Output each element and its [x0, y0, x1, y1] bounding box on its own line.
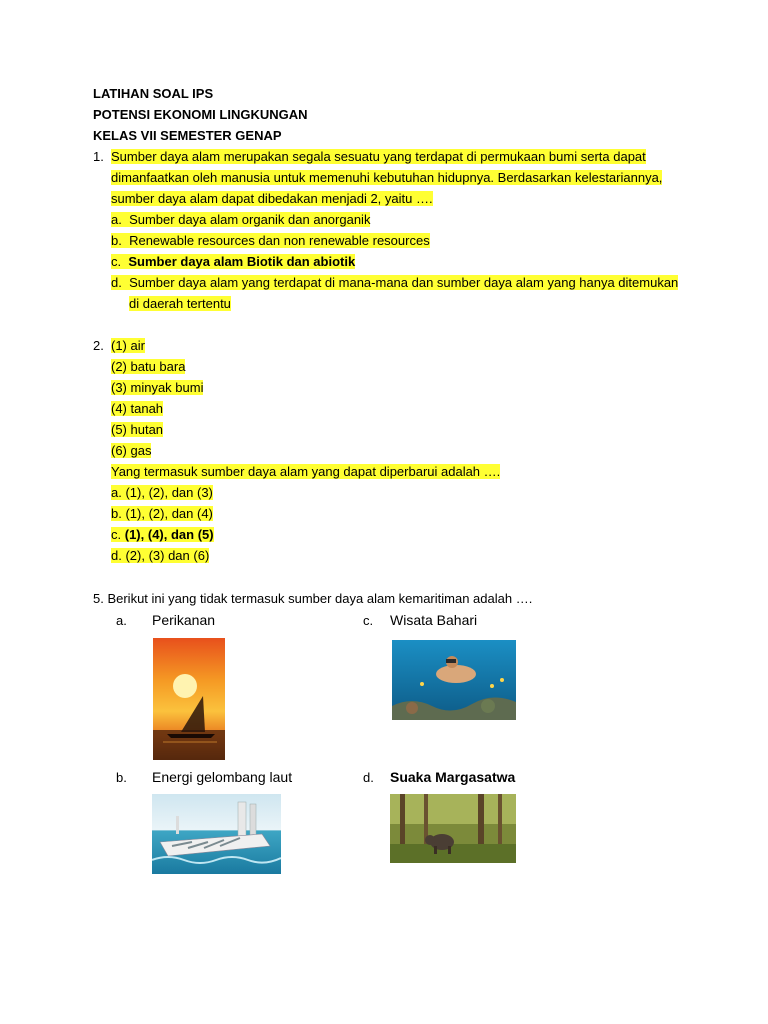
q2-number: 2. — [93, 338, 104, 353]
q2-option-a-letter: a. — [111, 485, 122, 500]
q2-option-b — [111, 506, 213, 522]
wildlife-sanctuary-image — [390, 794, 516, 863]
q2-item-2: (2) batu bara — [111, 359, 186, 374]
q1-option-b-text: Renewable resources dan non renewable resources — [129, 233, 430, 248]
q2-option-d-text: (2), (3) dan (6) — [125, 548, 210, 563]
q2-item-4: (4) tanah — [111, 401, 164, 416]
fisheries-image — [153, 638, 225, 760]
q1-option-d-text: Sumber daya alam yang terdapat di mana-mana dan sumber daya alam yang hanya ditemukan — [129, 275, 679, 290]
q5-option-a-letter: a. — [116, 613, 127, 628]
q1-option-d — [111, 275, 678, 291]
q5-option-a-label: Perikanan — [152, 612, 216, 628]
q2-option-c-letter: c. — [111, 527, 122, 542]
q2-option-c-text: (1), (4), dan (5) — [124, 527, 214, 542]
q2-option-c — [111, 527, 214, 543]
q2-item-6: (6) gas — [111, 443, 152, 458]
doc-class: KELAS VII SEMESTER GENAP — [93, 128, 282, 143]
q1-option-c-text: Sumber daya alam Biotik dan abiotik — [128, 254, 356, 269]
q1-option-b-letter: b. — [111, 233, 122, 248]
q1-option-a-text: Sumber daya alam organik dan anorganik — [129, 212, 371, 227]
q5-option-c-letter: c. — [363, 613, 374, 628]
q1-option-a-letter: a. — [111, 212, 122, 227]
q5-option-d-letter: d. — [363, 770, 374, 785]
q1-option-d-letter: d. — [111, 275, 122, 290]
q1-text-line-2: dimanfaatkan oleh manusia untuk memenuhi kebutuhan hidupnya. Berdasarkan kelestariannya, — [111, 170, 663, 185]
q1-option-d-text-2: di daerah tertentu — [129, 296, 231, 311]
q5-option-d-label: Suaka Margasatwa — [390, 769, 516, 785]
q5-option-b-letter: b. — [116, 770, 127, 785]
q2-option-a — [111, 485, 213, 501]
wave-energy-device-image — [152, 794, 281, 874]
q2-item-5: (5) hutan — [111, 422, 164, 437]
q1-text-line-3: sumber daya alam dapat dibedakan menjadi 2, yaitu …. — [111, 191, 433, 206]
q1-number: 1. — [93, 149, 104, 164]
q2-option-d — [111, 548, 209, 564]
q1-option-a — [111, 212, 370, 228]
q2-option-b-text: (1), (2), dan (4) — [125, 506, 213, 521]
q2-item-3: (3) minyak bumi — [111, 380, 204, 395]
doc-subtitle: POTENSI EKONOMI LINGKUNGAN — [93, 107, 308, 122]
rhino-forest-image — [390, 794, 516, 863]
q5-question: 5. Berikut ini yang tidak termasuk sumber daya alam kemaritiman adalah …. — [93, 591, 533, 606]
q2-option-d-letter: d. — [111, 548, 122, 563]
sunset-sailboat-image — [153, 638, 225, 760]
q2-item-1: (1) air — [111, 338, 145, 353]
q2-question: Yang termasuk sumber daya alam yang dapat diperbarui adalah …. — [111, 464, 501, 479]
snorkeling-image — [392, 640, 516, 720]
q1-option-c-letter: c. — [111, 254, 122, 269]
q5-option-c-label: Wisata Bahari — [390, 612, 478, 628]
marine-tourism-image — [392, 640, 516, 720]
doc-title: LATIHAN SOAL IPS — [93, 86, 214, 101]
q2-option-b-letter: b. — [111, 506, 122, 521]
q1-text-line-1: Sumber daya alam merupakan segala sesuatu yang terdapat di permukaan bumi serta dapat — [111, 149, 646, 164]
wave-energy-image — [152, 794, 281, 874]
q5-option-b-label: Energi gelombang laut — [152, 769, 293, 785]
q1-option-b — [111, 233, 430, 249]
q2-option-a-text: (1), (2), dan (3) — [125, 485, 213, 500]
q1-option-c — [111, 254, 355, 270]
